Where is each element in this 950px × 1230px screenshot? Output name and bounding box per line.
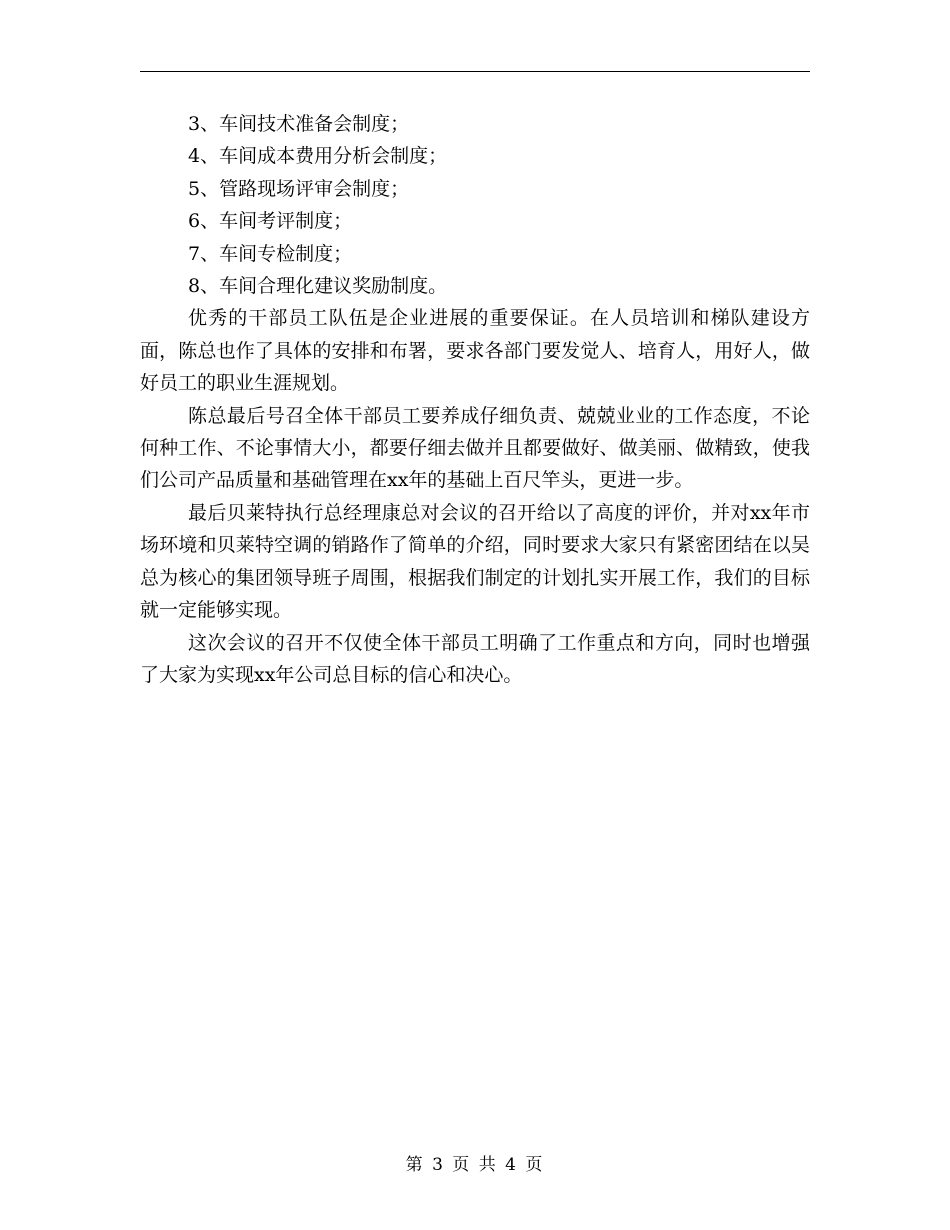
- list-item: 5、管路现场评审会制度；: [188, 177, 410, 200]
- list-item: 8、车间合理化建议奖励制度。: [188, 275, 448, 298]
- list-item: 6、车间考评制度；: [188, 210, 353, 233]
- list-item: 4、车间成本费用分析会制度；: [188, 145, 448, 168]
- paragraph-work-attitude: 陈总最后号召全体干部员工要养成仔细负责、兢兢业业的工作态度，不论何种工作、不论事情大小，都要仔细去做并且都要做好、做美丽、做精致，使我们公司产品质量和基础管理在xx年的基础上百尺竿头，更进一步。: [140, 404, 810, 492]
- list-item: 7、车间专检制度；: [188, 242, 353, 265]
- system-list: [140, 108, 810, 302]
- document-body: [140, 108, 810, 691]
- header-rule: [140, 71, 810, 72]
- list-item: 3、车间技术准备会制度；: [188, 113, 410, 135]
- page-number: 第 3 页 共 4 页: [405, 1155, 545, 1175]
- paragraph-team-building: 优秀的干部员工队伍是企业进展的重要保证。在人员培训和梯队建设方面，陈总也作了具体的安排和布署，要求各部门要发觉人、培育人，用好人，做好员工的职业生涯规划。: [140, 307, 810, 395]
- paragraph-conclusion: 这次会议的召开不仅使全体干部员工明确了工作重点和方向，同时也增强了大家为实现xx年公司总目标的信心和决心。: [140, 631, 810, 686]
- paragraph-executive-remarks: 最后贝莱特执行总经理康总对会议的召开给以了高度的评价，并对xx年市场环境和贝莱特空调的销路作了简单的介绍，同时要求大家只有紧密团结在以吴总为核心的集团领导班子周围，根据我们制定的计划扎实开展工作，我们的目标就一定能够实现。: [140, 501, 810, 622]
